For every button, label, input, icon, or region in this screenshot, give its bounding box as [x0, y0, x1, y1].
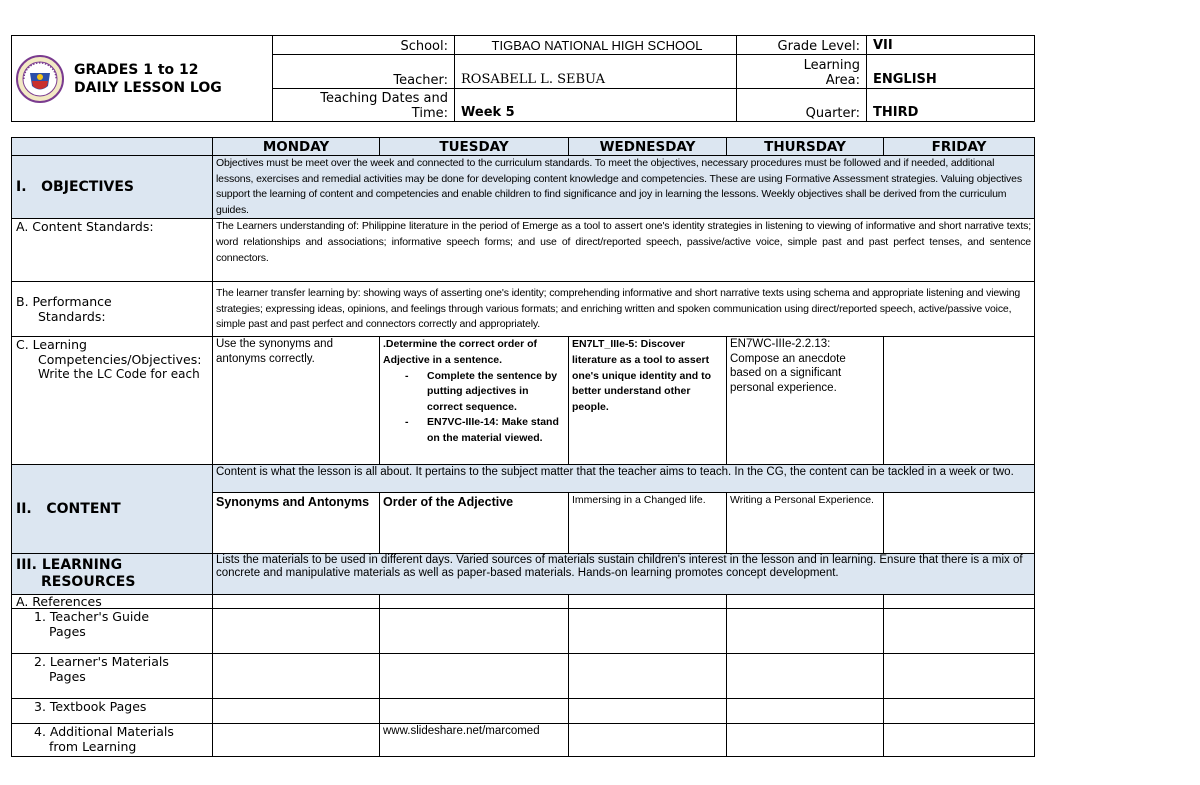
lesson-log-table — [11, 137, 1035, 757]
additional-materials-label — [12, 724, 213, 757]
textbook-monday — [213, 699, 380, 724]
deped-seal-icon — [16, 55, 64, 103]
additional-materials-label-2: from Learning — [49, 739, 137, 755]
day-header-wednesday: WEDNESDAY — [569, 138, 727, 156]
references-tuesday — [380, 595, 569, 609]
references-label: A. References — [12, 595, 213, 609]
competency-tuesday-intro: .Determine the correct order of Adjective in a sentence. — [383, 338, 538, 366]
performance-standards-label-1: B. Performance — [16, 294, 112, 310]
content-wednesday: Immersing in a Changed life. — [569, 493, 727, 554]
teaching-dates-label-1: Teaching Dates and — [320, 91, 448, 106]
teachers-guide-label-2: Pages — [49, 624, 86, 640]
content-friday — [884, 493, 1035, 554]
resources-label-1: LEARNING — [41, 557, 123, 574]
teacher-value: ROSABELL L. SEBUA — [455, 55, 737, 89]
teachers-guide-wednesday — [569, 609, 727, 654]
additional-materials-monday — [213, 724, 380, 757]
learning-area-label-1: Learning — [803, 58, 860, 73]
resources-label-2: RESOURCES — [41, 574, 136, 591]
teacher-label: Teacher: — [273, 55, 455, 89]
competency-tuesday-item: - EN7VC-IIIe-14: Make stand on the material viewed. — [427, 415, 565, 446]
teachers-guide-label-1: 1. Teacher's Guide — [34, 609, 150, 625]
title-line-2: DAILY LESSON LOG — [74, 79, 222, 96]
content-tuesday: Order of the Adjective — [380, 493, 569, 554]
references-thursday — [727, 595, 884, 609]
references-monday — [213, 595, 380, 609]
learners-materials-friday — [884, 654, 1035, 699]
teaching-dates-label-2: Time: — [411, 106, 448, 121]
competencies-label — [12, 337, 213, 465]
additional-materials-thursday — [727, 724, 884, 757]
resources-label — [12, 554, 213, 595]
competency-friday — [884, 337, 1035, 465]
teaching-dates-value: Week 5 — [455, 89, 737, 122]
content-label-text: CONTENT — [46, 500, 121, 517]
learners-materials-label-1: 2. Learner's Materials — [34, 654, 169, 670]
textbook-thursday — [727, 699, 884, 724]
competency-tuesday-list — [383, 369, 565, 447]
day-header-thursday: THURSDAY — [727, 138, 884, 156]
objectives-label-num: I. — [16, 178, 27, 195]
day-header-tuesday: TUESDAY — [380, 138, 569, 156]
competency-monday: Use the synonyms and antonyms correctly. — [213, 337, 380, 465]
teachers-guide-tuesday — [380, 609, 569, 654]
learning-area-label-2: Area: — [825, 73, 860, 88]
textbook-label: 3. Textbook Pages — [12, 699, 213, 724]
competencies-label-2: Competencies/Objectives: — [38, 352, 202, 368]
teachers-guide-thursday — [727, 609, 884, 654]
performance-standards-text: The learner transfer learning by: showing ways of asserting one's identity; comprehending informative and short narrative texts using schema and appropriate listening and viewing strategies; expressing ideas, opinions, and feelings through various formats; and enriching written and spoken communication using direct/reported speech, active/passive voice, simple past and past perfect and connectors correctly and appropriately. — [213, 282, 1035, 337]
additional-materials-link[interactable]: www.slideshare.net/marcomed — [380, 724, 569, 757]
competencies-label-3: Write the LC Code for each — [38, 367, 200, 382]
learners-materials-label — [12, 654, 213, 699]
teachers-guide-label — [12, 609, 213, 654]
objectives-text: Objectives must be meet over the week and connected to the curriculum standards. To meet the objectives, necessary procedures must be followed and if needed, additional lessons, exercises and remedial activities may be done for developing content knowledge and competencies. These are using Formative Assessment strategies. Valuing objectives support the learning of content and competencies and enable children to find significance and joy in learning the lessons. Weekly objectives shall be derived from the curriculum guides. — [213, 156, 1035, 219]
competencies-label-1: C. Learning — [16, 337, 87, 353]
competency-thursday: EN7WC-IIIe-2.2.13: Compose an anecdote based on a significant personal experience. — [727, 337, 884, 465]
teachers-guide-monday — [213, 609, 380, 654]
title-cell — [12, 36, 273, 122]
quarter-value: THIRD — [867, 89, 1035, 122]
resources-label-line-1 — [16, 557, 209, 574]
additional-materials-wednesday — [569, 724, 727, 757]
textbook-friday — [884, 699, 1035, 724]
grade-level-label: Grade Level: — [737, 36, 867, 55]
content-monday: Synonyms and Antonyms — [213, 493, 380, 554]
content-standards-text: The Learners understanding of: Philippine literature in the period of Emerge as a tool to assert one's identity strategies in listening to viewing of informative and short narrative texts; word relationships and associations; informative speech forms; and use of direct/reported speech, passive/active voice, simple past and past perfect tenses, and sentence connectors. — [213, 219, 1035, 282]
textbook-wednesday — [569, 699, 727, 724]
learners-materials-tuesday — [380, 654, 569, 699]
corner-cell — [12, 138, 213, 156]
content-label — [12, 465, 213, 554]
day-header-friday: FRIDAY — [884, 138, 1035, 156]
resources-label-num: III. — [16, 557, 37, 574]
content-text: Content is what the lesson is all about. It pertains to the subject matter that the teacher aims to teach. In the CG, the content can be tackled in a week or two. — [213, 465, 1035, 493]
teachers-guide-friday — [884, 609, 1035, 654]
teaching-dates-label — [273, 89, 455, 122]
competency-tuesday-item: - Complete the sentence by putting adjectives in correct sequence. — [427, 369, 565, 416]
learning-area-label — [737, 55, 867, 89]
school-label: School: — [273, 36, 455, 55]
learners-materials-label-2: Pages — [49, 669, 86, 685]
competency-tuesday — [380, 337, 569, 465]
grade-level-value: VII — [867, 36, 1035, 55]
school-value: TIGBAO NATIONAL HIGH SCHOOL — [455, 36, 737, 55]
objectives-label — [12, 156, 213, 219]
header-table — [11, 35, 1035, 122]
performance-standards-label-2: Standards: — [38, 309, 106, 325]
content-standards-label: A. Content Standards: — [12, 219, 213, 282]
learners-materials-wednesday — [569, 654, 727, 699]
learning-area-value: ENGLISH — [867, 55, 1035, 89]
resources-text: Lists the materials to be used in different days. Varied sources of materials sustain children's interest in the lesson and in learning. Ensure that there is a mix of concrete and manipulative materials as well as paper-based materials. Hands-on learning promotes concept development. — [213, 554, 1035, 595]
content-label-num: II. — [16, 500, 32, 517]
references-friday — [884, 595, 1035, 609]
title-line-1: GRADES 1 to 12 — [74, 61, 199, 78]
learners-materials-thursday — [727, 654, 884, 699]
textbook-tuesday — [380, 699, 569, 724]
learners-materials-monday — [213, 654, 380, 699]
additional-materials-friday — [884, 724, 1035, 757]
additional-materials-label-1: 4. Additional Materials — [34, 724, 174, 740]
quarter-label: Quarter: — [737, 89, 867, 122]
references-wednesday — [569, 595, 727, 609]
content-thursday: Writing a Personal Experience. — [727, 493, 884, 554]
competency-wednesday: EN7LT_IIIe-5: Discover literature as a tool to assert one's unique identity and to better understand other people. — [569, 337, 727, 465]
day-header-monday: MONDAY — [213, 138, 380, 156]
objectives-label-text: OBJECTIVES — [41, 178, 135, 195]
performance-standards-label — [12, 282, 213, 337]
